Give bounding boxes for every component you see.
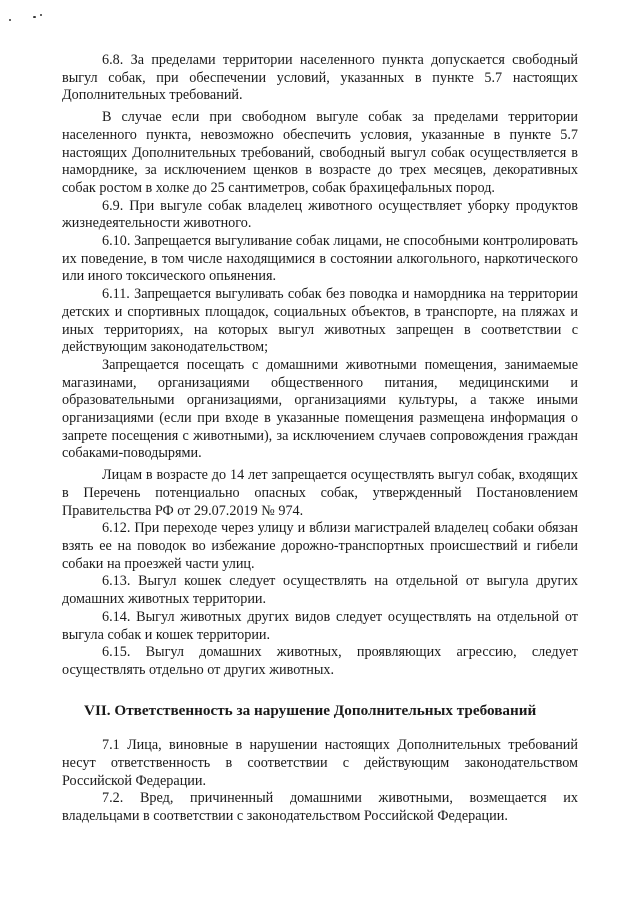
scan-mark xyxy=(40,14,42,16)
paragraph-6-12: 6.12. При переходе через улицу и вблизи магистралей владелец собаки обязан взять ее на поводок во избежание дорожно-транспортных происшествий и гибели собаки на проезжей части улиц. xyxy=(62,520,578,572)
paragraph-6-8-free-walking: В случае если при свободном выгуле собак за пределами территории населенного пункта, невозможно обеспечить условия, указанные в пункте 5.7 настоящих Дополнительных требований, свободный выгул собак осуществляется в наморднике, за исключением щенков в возрасте до трех месяцев, декоративных собак ростом в холке до 25 сантиметров, собак брахицефальных пород. xyxy=(62,109,578,196)
section-heading: VII. Ответственность за нарушение Дополнительных требований xyxy=(84,701,537,719)
paragraph-6-14: 6.14. Выгул животных других видов следует осуществлять на отдельной от выгула собак и кошек территории. xyxy=(62,608,578,643)
scan-mark xyxy=(9,19,11,21)
paragraph-6-15: 6.15. Выгул домашних животных, проявляющих агрессию, следует осуществлять отдельно от других животных. xyxy=(62,644,578,678)
paragraph-6-10: 6.10. Запрещается выгуливание собак лицами, не способными контролировать их поведение, в том числе находящимися в состоянии алкогольного, наркотического или иного токсического опьянения. xyxy=(62,233,578,285)
paragraph-6-13: 6.13. Выгул кошек следует осуществлять на отдельной от выгула других домашних животных территории. xyxy=(62,573,578,608)
paragraph-6-11: 6.11. Запрещается выгуливать собак без поводка и намордника на территории детских и спортивных площадок, социальных объектов, в транспорте, на пляжах и иных территориях, на которых выгул животных запрещен в соответствии с действующим законодательством; xyxy=(62,286,578,356)
paragraph-7-2: 7.2. Вред, причиненный домашними животными, возмещается их владельцами в соответствии с законодательством Российской Федерации. xyxy=(62,790,578,825)
paragraph-6-11-minors: Лицам в возрасте до 14 лет запрещается осуществлять выгул собак, входящих в Перечень потенциально опасных собак, утвержденный Постановлением Правительства РФ от 29.07.2019 № 974. xyxy=(62,467,578,519)
document-page xyxy=(62,52,578,826)
paragraph-6-8: 6.8. За пределами территории населенного пункта допускается свободный выгул собак, при обеспечении условий, указанных в пункте 5.7 настоящих Дополнительных требований. xyxy=(62,52,578,104)
paragraph-7-1: 7.1 Лица, виновные в нарушении настоящих Дополнительных требований несут ответственность в соответствии с действующим законодательством Российской Федерации. xyxy=(62,737,578,789)
paragraph-6-9: 6.9. При выгуле собак владелец животного осуществляет уборку продуктов жизнедеятельности животного. xyxy=(62,197,578,232)
paragraph-6-11-premises: Запрещается посещать с домашними животными помещения, занимаемые магазинами, организациями общественного питания, медицинскими и образовательными организациями, организациями культуры, а также иными организациями (если при входе в указанные помещения размещена информация о запрете посещения с животными), за исключением случаев сопровождения граждан собаками-поводырями. xyxy=(62,356,578,462)
scan-mark xyxy=(33,16,36,18)
